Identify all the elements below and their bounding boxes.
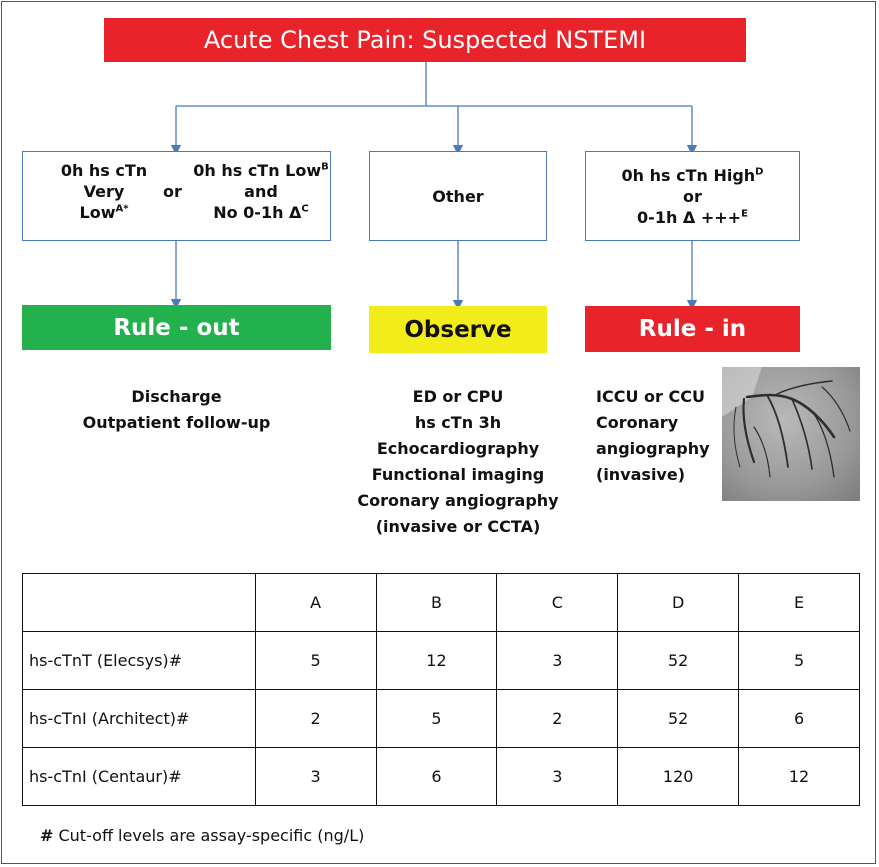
action-line: ICCU or CCU (596, 387, 705, 406)
table-row-label: hs-cTnI (Architect)# (23, 690, 256, 748)
action-line: hs cTn 3h (414, 413, 502, 432)
action-line: angiography (596, 439, 710, 458)
table-row-label: hs-cTnI (Centaur)# (23, 748, 256, 806)
table-row-label: hs-cTnT (Elecsys)# (23, 632, 256, 690)
table-header-cell: C (497, 574, 618, 632)
table-header-cell: A (255, 574, 376, 632)
table-cell: 12 (376, 632, 497, 690)
criteria-text: Other (432, 186, 484, 206)
criteria-or: or (163, 182, 182, 201)
table-cell: 3 (255, 748, 376, 806)
table-cell: 5 (739, 632, 860, 690)
table-header-row (23, 574, 860, 632)
observe-bar: Observe (369, 306, 547, 353)
action-line: Functional imaging (371, 465, 545, 484)
action-line: Coronary (596, 413, 679, 432)
action-line: Outpatient follow-up (82, 413, 271, 432)
action-line: Coronary angiography (357, 491, 559, 510)
table-cell: 6 (739, 690, 860, 748)
criteria-text: and (244, 182, 278, 201)
table-cell: 2 (255, 690, 376, 748)
table-row (23, 690, 860, 748)
criteria-text: 0-1h Δ +++$^E$ (637, 207, 748, 227)
table-header-cell: D (618, 574, 739, 632)
table-header-cell (23, 574, 256, 632)
footnote (40, 826, 364, 845)
table-cell: 3 (497, 632, 618, 690)
criteria-text: or (683, 186, 702, 206)
table-row (23, 632, 860, 690)
rule-out-actions (22, 384, 331, 436)
angiography-image (722, 367, 860, 501)
table-cell: 2 (497, 690, 618, 748)
table-cell: 5 (255, 632, 376, 690)
observe-actions (354, 384, 562, 540)
criteria-text: 0h hs cTn High$^D$ (621, 165, 764, 185)
table-cell: 3 (497, 748, 618, 806)
criteria-box-rule-out (22, 151, 331, 241)
criteria-text: 0h hs cTn Low$^B$ (193, 161, 329, 180)
table-cell: 5 (376, 690, 497, 748)
footnote-mark: # (40, 826, 54, 845)
table-header-cell: E (739, 574, 860, 632)
diagram-title: Acute Chest Pain: Suspected NSTEMI (104, 18, 746, 62)
table-cell: 12 (739, 748, 860, 806)
criteria-text: Low$^{A*}$ (79, 203, 129, 222)
action-line: ED or CPU (412, 387, 504, 406)
cutoff-table (22, 573, 860, 806)
action-line: (invasive) (596, 465, 686, 484)
action-line: Echocardiography (376, 439, 540, 458)
footnote-text: Cut-off levels are assay-specific (ng/L) (53, 826, 365, 845)
rule-out-bar: Rule - out (22, 305, 331, 350)
criteria-very-low (59, 160, 149, 223)
table-cell: 52 (618, 632, 739, 690)
criteria-text: No 0-1h $\Delta^C$ (213, 203, 309, 222)
table-row (23, 748, 860, 806)
criteria-box-rule-in (585, 151, 800, 241)
criteria-text: Very (83, 182, 125, 201)
action-line: (invasive or CCTA) (375, 517, 541, 536)
table-cell: 52 (618, 690, 739, 748)
table-cell: 120 (618, 748, 739, 806)
rule-in-actions (596, 384, 710, 488)
table-cell: 6 (376, 748, 497, 806)
criteria-low-no-delta (191, 160, 331, 223)
action-line: Discharge (131, 387, 222, 406)
criteria-box-observe (369, 151, 547, 241)
rule-in-bar: Rule - in (585, 306, 800, 352)
table-header-cell: B (376, 574, 497, 632)
criteria-text: 0h hs cTn (60, 161, 148, 180)
